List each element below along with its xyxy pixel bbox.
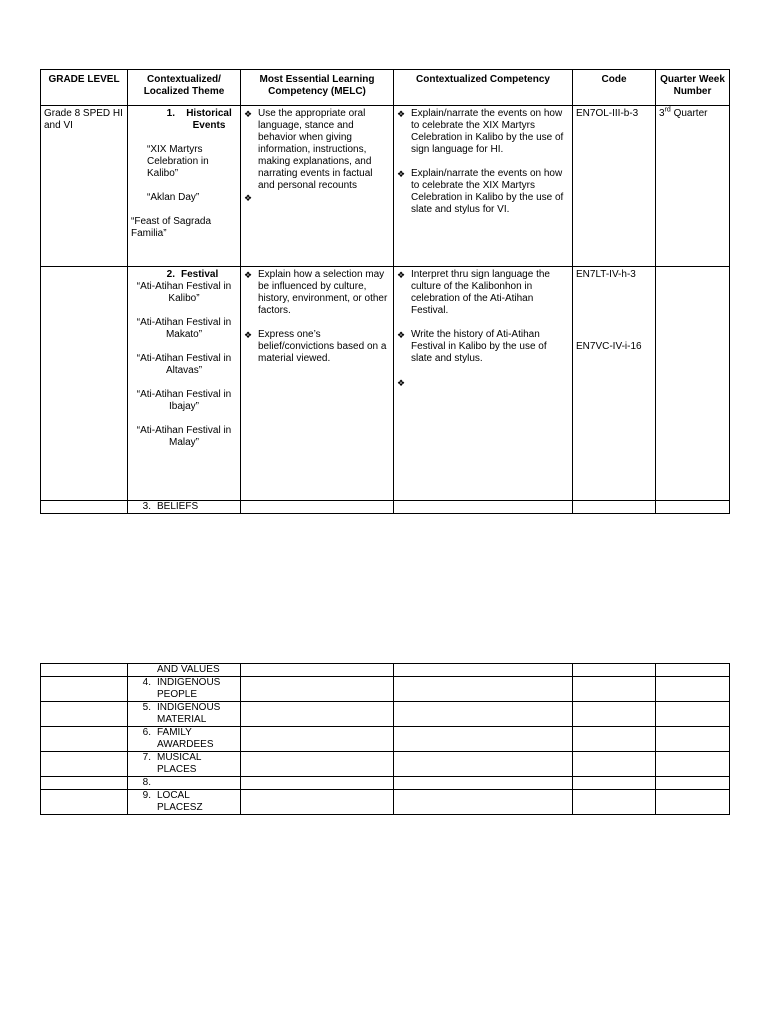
list-item: ❖ Use the appropriate oral language, stance and behavior when giving information, instructions, making explanations, and narrating events in factual and personal recounts <box>244 108 373 191</box>
theme-item: “Feast of Sagrada Familia” <box>131 216 212 239</box>
theme-title: BELIEFS <box>157 501 199 512</box>
header-contextualized-competency: Contextualized Competency <box>394 70 573 106</box>
list-item: ❖ Write the history of Ati-Atihan Festival in Kalibo by the use of slate and stylus. <box>397 329 547 364</box>
table-header-row <box>41 70 730 106</box>
theme-number: 2. <box>166 269 175 280</box>
theme-item: “Ati-Atihan Festival in Makato” <box>136 317 232 340</box>
code-cell: EN7OL-III-b-3 <box>573 106 656 267</box>
theme-number: 6. <box>142 727 151 738</box>
theme-cell <box>128 501 241 514</box>
theme-title: FAMILY AWARDEES <box>157 727 214 750</box>
theme-title: LOCAL PLACESZ <box>157 790 203 813</box>
code-cell <box>573 267 656 501</box>
table-row <box>41 727 730 752</box>
list-item <box>397 377 569 389</box>
theme-number: 3. <box>142 501 151 512</box>
theme-number: 9. <box>142 790 151 801</box>
theme-title <box>157 777 237 789</box>
table-row <box>41 702 730 727</box>
quarter-cell: 3rd Quarter <box>656 106 730 267</box>
list-item: ❖ Explain/narrate the events on how to celebrate the XIX Martyrs Celebration in Kalibo by the use of sign language for HI. <box>397 108 564 155</box>
list-item: ❖ Explain/narrate the events on how to celebrate the XIX Martyrs Celebration in Kalibo by the use of slate and stylus for VI. <box>397 168 564 215</box>
theme-number: 5. <box>142 702 151 713</box>
competency-cell <box>394 267 573 501</box>
table-row <box>41 677 730 702</box>
theme-title: INDIGENOUS PEOPLE <box>157 677 221 700</box>
diamond-bullet-icon: ❖ <box>244 193 253 203</box>
theme-item: “XIX Martyrs Celebration in Kalibo” <box>147 144 209 179</box>
theme-cell <box>128 664 241 677</box>
theme-number: 8. <box>142 777 151 788</box>
header-localized-theme: Contextualized/ Localized Theme <box>128 70 241 106</box>
theme-cell <box>128 752 241 777</box>
theme-cell <box>128 702 241 727</box>
theme-item: “Ati-Atihan Festival in Ibajay” <box>136 389 232 412</box>
theme-number: 4. <box>142 677 151 688</box>
grade-level-cell <box>41 267 128 501</box>
theme-title: Festival <box>181 269 219 280</box>
theme-cell <box>128 790 241 815</box>
theme-number: 7. <box>142 752 151 763</box>
curriculum-table-continued <box>40 663 730 815</box>
code-value: EN7LT-IV-h-3 <box>576 269 636 280</box>
diamond-bullet-icon: ❖ <box>397 378 406 388</box>
melc-cell <box>241 267 394 501</box>
table-row <box>41 777 730 790</box>
table-row <box>41 267 730 501</box>
competency-cell <box>394 106 573 267</box>
curriculum-table-page-part <box>40 69 730 514</box>
theme-item: “Ati-Atihan Festival in Altavas” <box>136 353 232 376</box>
theme-title: MUSICAL PLACES <box>157 752 202 775</box>
header-melc: Most Essential Learning Competency (MELC) <box>241 70 394 106</box>
diamond-bullet-icon: ❖ <box>397 169 406 179</box>
header-quarter-week: Quarter Week Number <box>656 70 730 106</box>
diamond-bullet-icon: ❖ <box>244 330 253 340</box>
melc-cell <box>241 106 394 267</box>
list-item <box>244 192 390 204</box>
theme-cell <box>128 106 241 267</box>
code-value: EN7VC-IV-i-16 <box>576 341 642 352</box>
diamond-bullet-icon: ❖ <box>397 270 406 280</box>
theme-cell <box>128 727 241 752</box>
table-row <box>41 106 730 267</box>
theme-cell <box>128 677 241 702</box>
theme-item: “Aklan Day” <box>147 192 200 203</box>
list-item: ❖ Express one’s belief/convictions based on a material viewed. <box>244 329 387 364</box>
header-code: Code <box>573 70 656 106</box>
table-row <box>41 752 730 777</box>
diamond-bullet-icon: ❖ <box>397 109 406 119</box>
list-item: ❖ Interpret thru sign language the culture of the Kalibonhon in celebration of the Ati-Atihan Festival. <box>397 269 550 316</box>
theme-cell <box>128 267 241 501</box>
theme-title: Historical Events <box>186 108 232 131</box>
table-row <box>41 664 730 677</box>
diamond-bullet-icon: ❖ <box>244 270 253 280</box>
diamond-bullet-icon: ❖ <box>397 330 406 340</box>
theme-number: 1. <box>166 108 175 119</box>
grade-level-cell: Grade 8 SPED HI and VI <box>41 106 128 267</box>
quarter-cell <box>656 267 730 501</box>
table-row <box>41 790 730 815</box>
list-item: ❖ Explain how a selection may be influenced by culture, history, environment, or other factors. <box>244 269 388 316</box>
header-grade-level: GRADE LEVEL <box>41 70 128 106</box>
theme-item: “Ati-Atihan Festival in Malay” <box>136 425 232 448</box>
table-row <box>41 501 730 514</box>
theme-title: INDIGENOUS MATERIAL <box>157 702 221 725</box>
theme-item: “Ati-Atihan Festival in Kalibo” <box>136 281 232 304</box>
diamond-bullet-icon: ❖ <box>244 109 253 119</box>
theme-cell <box>128 777 241 790</box>
theme-title: AND VALUES <box>157 664 220 675</box>
